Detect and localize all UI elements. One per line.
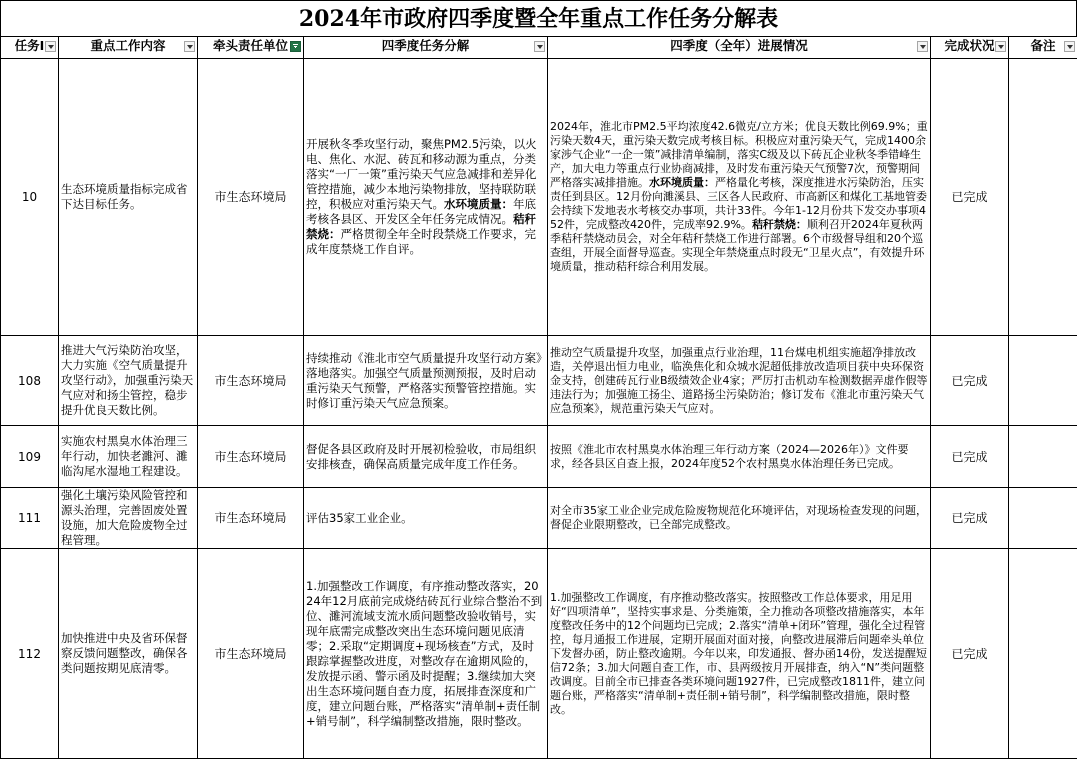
cell-content[interactable]: 实施农村黑臭水体治理三年行动，加快老濉河、濉临沟尾水湿地工程建设。 (59, 426, 198, 488)
cell-text: 严格贯彻全年全时段禁烧工作要求，完成年度禁烧工作自评。 (306, 227, 536, 256)
cell-progress[interactable] (548, 59, 931, 336)
cell-content[interactable]: 加快推进中央及省环保督察反馈问题整改，确保各类问题按期见底清零。 (59, 549, 198, 759)
sheet-title: 2024年市政府四季度暨全年重点工作任务分解表 (0, 0, 1077, 36)
col-header-content: 重点工作内容 (59, 37, 198, 59)
cell-unit[interactable]: 市生态环境局 (198, 336, 304, 426)
cell-progress[interactable] (548, 336, 931, 426)
cell-id[interactable]: 112 (1, 549, 59, 759)
col-header-tasks: 四季度任务分解 (304, 37, 548, 59)
cell-text: 1.加强整改工作调度，有序推动整改落实。按照整改工作总体要求，用足用好“四项清单”，坚持实事求是、分类施策，全力推动各项整改措施落实，本年度整改任务中的12个问题均已完成；2.落实“清单+闭环”管理，强化全过程管控，每月通报工作进展，定期开展面对面对接，向整改进展滞后问题牵头单位下发督办函，防止整改逾期。今年以来，印发通报、督办函14份，发送提醒短信72条；3.加大问题自查工作，市、县两级按月开展排查，纳入“N”类问题整改调度。目前全市已排查各类环境问题1927件，已完成整改1811件，建立问题台账，严格落实“清单制+责任制+销号制”，科学编制整改措施，限时整改。 (550, 590, 927, 716)
cell-text: 持续推动《淮北市空气质量提升攻坚行动方案》落地落实。加强空气质量预测预报，及时启动重污染天气预警，严格落实预警管控措施。实时修订重污染天气应急预案。 (306, 350, 542, 410)
filter-dropdown-icon[interactable] (1064, 41, 1075, 52)
cell-text: 开展秋冬季攻坚行动，聚焦PM2.5污染，以火电、焦化、水泥、砖瓦和移动源为重点，分类落实“一厂一策”重污染天气应急减排和差异化管控措施，减少本地污染物排放，坚持联防联控，积极应对重污染天气。 (306, 137, 537, 211)
cell-unit[interactable]: 市生态环境局 (198, 488, 304, 549)
cell-status[interactable]: 已完成 (931, 336, 1009, 426)
filter-dropdown-icon[interactable] (534, 41, 545, 52)
cell-tasks[interactable] (304, 59, 548, 336)
cell-tasks[interactable] (304, 488, 548, 549)
cell-text-bold: 秸秆禁烧： (751, 218, 807, 231)
filter-dropdown-icon[interactable] (184, 41, 195, 52)
cell-text-bold: 秸秆禁烧： (306, 212, 536, 241)
filter-dropdown-icon[interactable] (45, 41, 56, 52)
cell-content[interactable]: 强化土壤污染风险管控和源头治理，完善固废处置设施，加大危险废物全过程管理。 (59, 488, 198, 549)
cell-status[interactable]: 已完成 (931, 426, 1009, 488)
cell-tasks[interactable] (304, 336, 548, 426)
cell-text: 1.加强整改工作调度，有序推动整改落实，2024年12月底前完成烧结砖瓦行业综合整治不到位、濉河流域支流水质问题整改验收销号，实现年底需完成整改突出生态环境问题见底清零；2.采取“定期调度+现场核查”方式，及时跟踪掌握整改进度，对整改存在逾期风险的，发放提示函、警示函及时提醒；3.继续加大突出生态环境问题自查力度，拓展排查深度和广度，建立问题台账，严格落实“清单制+责任制+销号制”，科学编制整改措施，限时整改。 (306, 578, 543, 728)
cell-progress[interactable] (548, 488, 931, 549)
col-header-progress: 四季度（全年）进展情况 (548, 37, 931, 59)
cell-note[interactable] (1009, 426, 1077, 488)
filter-active-icon[interactable] (290, 41, 301, 52)
cell-id[interactable]: 111 (1, 488, 59, 549)
cell-tasks[interactable] (304, 549, 548, 759)
cell-status[interactable]: 已完成 (931, 488, 1009, 549)
cell-tasks[interactable] (304, 426, 548, 488)
task-table (0, 36, 1077, 759)
cell-unit[interactable]: 市生态环境局 (198, 426, 304, 488)
cell-unit[interactable]: 市生态环境局 (198, 59, 304, 336)
header-row (1, 37, 1077, 59)
col-header-unit: 牵头责任单位 (198, 37, 304, 59)
table-row (1, 426, 1077, 488)
cell-text: 对全市35家工业企业完成危险废物规范化环境评估，对现场检查发现的问题，督促企业限期整改，已全部完成整改。 (550, 504, 927, 531)
cell-id[interactable]: 108 (1, 336, 59, 426)
cell-text: 2024年，淮北市PM2.5平均浓度42.6微克/立方米；优良天数比例69.9%；重污染天数4天，重污染天数完成考核目标。积极应对重污染天气，完成1400余家涉气企业“一企一策”减排清单编制，落实C级及以下砖瓦企业秋冬季错峰生产，加大电力等重点行业协商减排，及时发布重污染天气预警7次，预警期间严格落实减排措施。 (550, 120, 928, 189)
cell-text: 推动空气质量提升攻坚，加强重点行业治理，11台煤电机组实施超净排放改造，关停退出恒力电业，临涣焦化和众城水泥超低排放改造项目获中央环保资金支持，创建砖瓦行业B级绩效企业4家；严厉打击机动车检测数据弄虚作假等违法行为；加强施工扬尘、道路扬尘污染防治；修订发布《淮北市重污染天气应急预案》，规范重污染天气应对。 (550, 345, 928, 415)
cell-text: 评估35家工业企业。 (306, 510, 413, 525)
cell-note[interactable] (1009, 336, 1077, 426)
cell-text: 年底考核各县区、开发区全年任务完成情况。 (306, 197, 536, 226)
cell-text-bold: 水环境质量： (444, 197, 513, 211)
table-row (1, 549, 1077, 759)
cell-note[interactable] (1009, 488, 1077, 549)
cell-text: 顺利召开2024年夏秋两季秸秆禁烧动员会，对全年秸秆禁烧工作进行部署。6个市级督导组和20个巡查组，开展全面督导巡查。实现全年禁烧重点时段无“卫星火点”，有效提升环境质量，推动秸秆综合利用发展。 (550, 218, 925, 273)
cell-progress[interactable] (548, 549, 931, 759)
cell-progress[interactable] (548, 426, 931, 488)
table-row (1, 336, 1077, 426)
col-header-id: 任务I (1, 37, 59, 59)
cell-status[interactable]: 已完成 (931, 549, 1009, 759)
cell-text-bold: 水环境质量： (649, 176, 715, 189)
cell-content[interactable]: 生态环境质量指标完成省下达目标任务。 (59, 59, 198, 336)
cell-unit[interactable]: 市生态环境局 (198, 549, 304, 759)
cell-id[interactable]: 10 (1, 59, 59, 336)
cell-text: 严格量化考核，深度推进水污染防治，压实责任到县区。12月份向濉溪县、三区各人民政府、市高新区和煤化工基地管委会持续下发地表水考核交办事项，共计33件。今年1-12月份共下发交办事项452件，完成整改420件，完成率92.9%。 (550, 176, 927, 231)
col-header-note: 备注 (1009, 37, 1077, 59)
cell-content[interactable]: 推进大气污染防治攻坚，大力实施《空气质量提升攻坚行动》，加强重污染天气应对和扬尘管控，稳步提升优良天数比例。 (59, 336, 198, 426)
table-row (1, 488, 1077, 549)
cell-text: 督促各县区政府及时开展初检验收，市局组织安排核查，确保高质量完成年度工作任务。 (306, 441, 536, 471)
cell-text: 按照《淮北市农村黑臭水体治理三年行动方案（2024—2026年）》文件要求，经各县区自查上报，2024年度52个农村黑臭水体治理任务已完成。 (550, 442, 909, 470)
cell-note[interactable] (1009, 59, 1077, 336)
col-header-status: 完成状况 (931, 37, 1009, 59)
cell-note[interactable] (1009, 549, 1077, 759)
filter-dropdown-icon[interactable] (917, 41, 928, 52)
table-row (1, 59, 1077, 336)
cell-status[interactable]: 已完成 (931, 59, 1009, 336)
cell-id[interactable]: 109 (1, 426, 59, 488)
filter-dropdown-icon[interactable] (995, 41, 1006, 52)
